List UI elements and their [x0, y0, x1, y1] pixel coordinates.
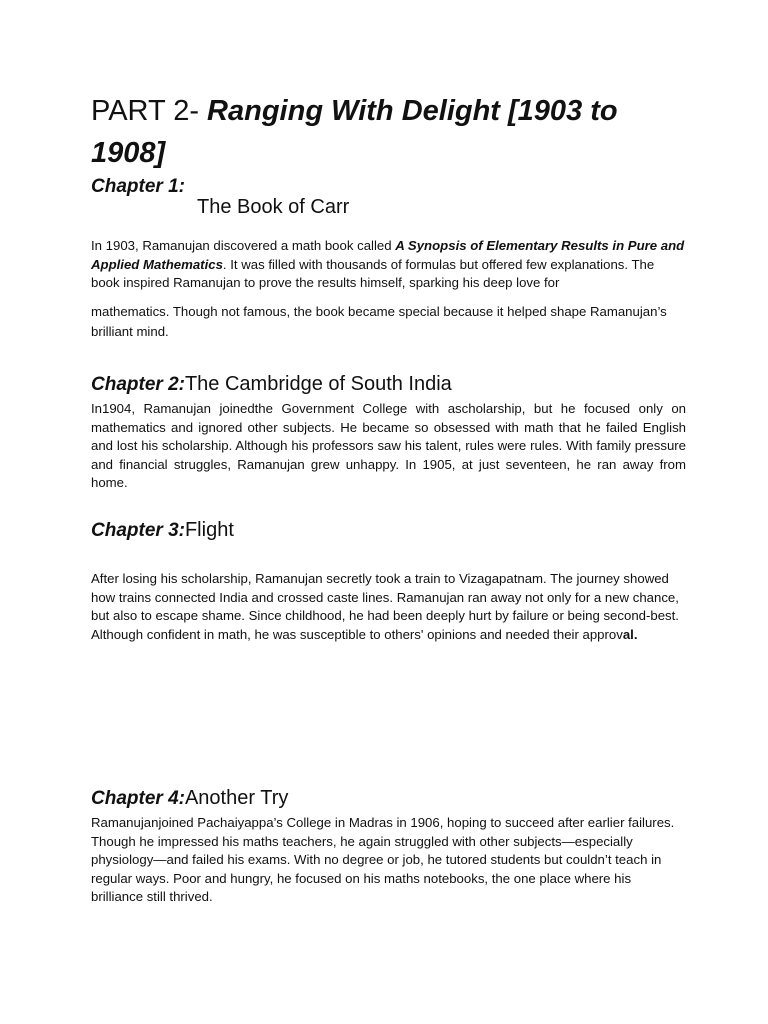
- chapter-3-text: After losing his scholarship, Ramanujan secretly took a train to Vizagapatnam. The journey showed how trains connected India and crossed caste lines. Ramanujan ran away not only for a new chance, but also to escape shame. Since childhood, he had been deeply hurt by failure or being second-best. Although confident in math, he was susceptible to others' opinions and needed their approv: [91, 571, 679, 642]
- chapter-2-heading: [91, 373, 452, 396]
- chapter-4-heading: [91, 787, 288, 810]
- chapter-1-paragraph-b: mathematics. Though not famous, the book became special because it helped shape Ramanujan’s brilliant mind.: [91, 304, 667, 339]
- chapter-2-paragraph: In1904, Ramanujan joinedthe Government College with ascholarship, but he focused only on mathematics and ignored other subjects. He became so obsessed with math that he failed English and lost his scholarship. Although his professors saw his talent, rules were rules. With family pressure and financial struggles, Ramanujan grew unhappy. In 1905, at just seventeen, he ran away from home.: [91, 401, 686, 490]
- book-title: A Synopsis of Elementary Results in Pure and Applied Mathematics: [91, 238, 685, 272]
- chapter-3-label: Chapter 3:: [91, 520, 185, 541]
- chapter-1-label: Chapter 1:: [91, 176, 185, 197]
- part-prefix: PART 2-: [91, 95, 208, 127]
- chapter-1-intro: In 1903, Ramanujan discovered a math book called: [91, 238, 396, 253]
- chapter-4-title: Another Try: [184, 787, 289, 809]
- chapter-3-bold-tail: al.: [622, 626, 638, 642]
- chapter-1-title: The Book of Carr: [197, 196, 350, 218]
- chapter-2-title: The Cambridge of South India: [184, 373, 452, 395]
- chapter-2-label: Chapter 2:: [91, 374, 185, 395]
- chapter-3-paragraph: [91, 570, 686, 644]
- part-title: [91, 90, 691, 174]
- chapter-4-paragraph: Ramanujanjoined Pachaiyappa’s College in Madras in 1906, hoping to succeed after earlier failures. Though he impressed his maths teachers, he again struggled with other subjects—especially physiology—and failed his exams. With no degree or job, he tutored students but couldn’t teach in regular ways. Poor and hungry, he focused on his maths notebooks, the one place where his brilliance still thrived.: [91, 815, 675, 904]
- chapter-3-heading: [91, 519, 234, 542]
- chapter-4-label: Chapter 4:: [91, 788, 185, 809]
- chapter-1-text-a: . It was filled with thousands of formulas but offered few explanations. The book inspired Ramanujan to prove the results himself, sparking his deep love for: [91, 256, 655, 290]
- chapter-1-paragraph-a: [91, 237, 686, 293]
- part-subtitle: Ranging With Delight [1903 to 1908]: [91, 95, 618, 169]
- chapter-3-title: Flight: [184, 519, 234, 541]
